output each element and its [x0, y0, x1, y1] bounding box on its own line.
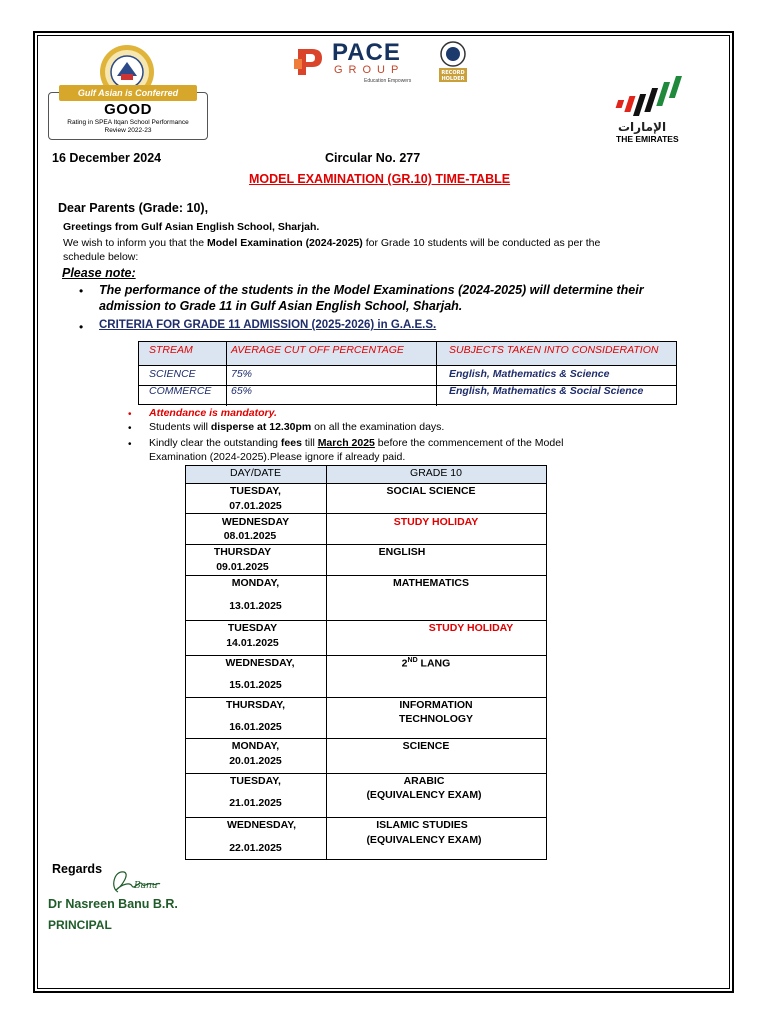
- timetable-date: 13.01.2025: [229, 600, 282, 612]
- fees-note-line-2: Examination (2024-2025).Please ignore if already paid.: [149, 451, 406, 463]
- signature-image: [104, 862, 164, 898]
- timetable-subject: SCIENCE: [402, 740, 450, 752]
- timetable-date: 21.01.2025: [229, 797, 282, 809]
- attendance-note: Attendance is mandatory.: [149, 407, 277, 419]
- intro-line-1: We wish to inform you that the Model Examination (2024-2025) for Grade 10 students will be conducted as per the: [63, 237, 601, 249]
- exam-timetable: [185, 465, 547, 860]
- cell-cutoff: 65%: [231, 385, 253, 397]
- column-divider: [436, 341, 437, 406]
- timetable-subject: ARABIC: [403, 775, 445, 787]
- greeting: Greetings from Gulf Asian English School, Sharjah.: [63, 221, 320, 233]
- rating-label: GOOD: [104, 101, 152, 118]
- timetable-day: WEDNESDAY,: [225, 657, 295, 669]
- timetable-day: THURSDAY,: [225, 699, 286, 711]
- cell-subjects: English, Mathematics & Science: [449, 368, 610, 380]
- timetable-day: WEDNESDAY,: [226, 819, 297, 831]
- emirates-arabic-text: الإمارات: [618, 120, 667, 134]
- emirates-english-text: THE EMIRATES: [616, 134, 679, 144]
- timetable-day: TUESDAY: [227, 622, 278, 634]
- note-point-2: CRITERIA FOR GRADE 11 ADMISSION (2025-2026) in G.A.E.S.: [99, 319, 437, 331]
- criteria-table: [138, 341, 677, 406]
- timetable-date: 14.01.2025: [226, 637, 279, 649]
- the-emirates-logo: [612, 76, 692, 146]
- pace-group-text: GROUP: [334, 64, 405, 76]
- timetable-date: 15.01.2025: [229, 679, 282, 691]
- badge-ribbon: Gulf Asian is Conferred: [59, 85, 197, 101]
- school-rating-badge: [46, 40, 208, 140]
- bullet-icon: •: [128, 409, 132, 420]
- timetable-subject-line-2: TECHNOLOGY: [398, 713, 474, 725]
- header-cutoff: AVERAGE CUT OFF PERCENTAGE: [231, 344, 404, 356]
- rating-line-1: Rating in SPEA Itqan School Performance: [67, 119, 189, 126]
- signature-icon: [104, 862, 164, 898]
- timetable-subject: 2ND LANG: [401, 657, 451, 670]
- svg-text:HOLDER: HOLDER: [441, 76, 465, 82]
- timetable-day: MONDAY,: [231, 577, 280, 589]
- timetable-day: TUESDAY,: [230, 775, 281, 787]
- timetable-subject: ENGLISH: [378, 546, 426, 558]
- note-point-1-line-1: The performance of the students in the Model Examinations (2024-2025) will determine their: [99, 283, 644, 297]
- timetable-day: TUESDAY,: [230, 485, 281, 497]
- timetable-subject-line-2: (EQUIVALENCY EXAM): [366, 789, 482, 801]
- pace-group-logo: [294, 40, 474, 86]
- circular-date: 16 December 2024: [52, 151, 162, 165]
- timetable-day: WEDNESDAY: [221, 516, 290, 528]
- timetable-date: 20.01.2025: [229, 755, 282, 767]
- cell-cutoff: 75%: [231, 368, 253, 380]
- cell-subjects: English, Mathematics & Social Science: [449, 385, 644, 397]
- timetable-date: 22.01.2025: [229, 842, 282, 854]
- timetable-date: 09.01.2025: [216, 561, 269, 573]
- pace-tagline: Education Empowers: [364, 78, 412, 84]
- column-divider: [226, 341, 227, 406]
- principal-title: PRINCIPAL: [48, 918, 112, 932]
- timetable-date: 07.01.2025: [229, 500, 282, 512]
- svg-text:RECORD: RECORD: [441, 70, 465, 76]
- timetable-subject: MATHEMATICS: [392, 577, 470, 589]
- pace-wordmark: PACE: [332, 39, 401, 66]
- timetable-subject: STUDY HOLIDAY: [393, 516, 479, 528]
- bullet-icon: •: [128, 439, 132, 450]
- timetable-subject: SOCIAL SCIENCE: [386, 485, 476, 497]
- note-point-1-line-2: admission to Grade 11 in Gulf Asian English School, Sharjah.: [99, 299, 463, 313]
- timetable-subject: INFORMATION: [399, 699, 473, 711]
- regards: Regards: [52, 862, 103, 876]
- header-subjects: SUBJECTS TAKEN INTO CONSIDERATION: [449, 344, 659, 356]
- timetable-date: 08.01.2025: [223, 530, 277, 542]
- timetable-subject: ISLAMIC STUDIES: [376, 819, 468, 831]
- document-title: MODEL EXAMINATION (GR.10) TIME-TABLE: [249, 172, 511, 186]
- cell-stream: COMMERCE: [149, 385, 212, 397]
- record-holder-icon: [436, 40, 470, 84]
- svg-text:Banu: Banu: [134, 881, 158, 891]
- header-grade: GRADE 10: [410, 467, 462, 479]
- salutation: Dear Parents (Grade: 10),: [58, 201, 209, 215]
- header-day-date: DAY/DATE: [230, 467, 281, 479]
- bullet-icon: •: [79, 320, 84, 334]
- bullet-icon: •: [128, 423, 132, 434]
- fees-note-line-1: Kindly clear the outstanding fees till March 2025 before the commencement of the Model: [149, 437, 564, 449]
- timetable-subject: STUDY HOLIDAY: [428, 622, 514, 634]
- principal-name: Dr Nasreen Banu B.R.: [48, 897, 178, 911]
- timetable-date: 16.01.2025: [229, 721, 282, 733]
- circular-number: Circular No. 277: [325, 151, 421, 165]
- rating-box: [48, 88, 208, 140]
- timetable-day: THURSDAY: [213, 546, 272, 558]
- dispersal-note: Students will disperse at 12.30pm on all the examination days.: [149, 421, 445, 433]
- timetable-day: MONDAY,: [231, 740, 280, 752]
- header-stream: STREAM: [149, 344, 193, 356]
- bullet-icon: •: [79, 284, 84, 298]
- intro-line-2: schedule below:: [63, 251, 139, 263]
- pace-logo-icon: [294, 43, 328, 77]
- rating-line-2: Review 2022-23: [104, 127, 152, 134]
- note-heading: Please note:: [62, 266, 136, 280]
- emirates-bars-icon: [612, 76, 692, 120]
- timetable-subject-line-2: (EQUIVALENCY EXAM): [366, 834, 482, 846]
- cell-stream: SCIENCE: [149, 368, 196, 380]
